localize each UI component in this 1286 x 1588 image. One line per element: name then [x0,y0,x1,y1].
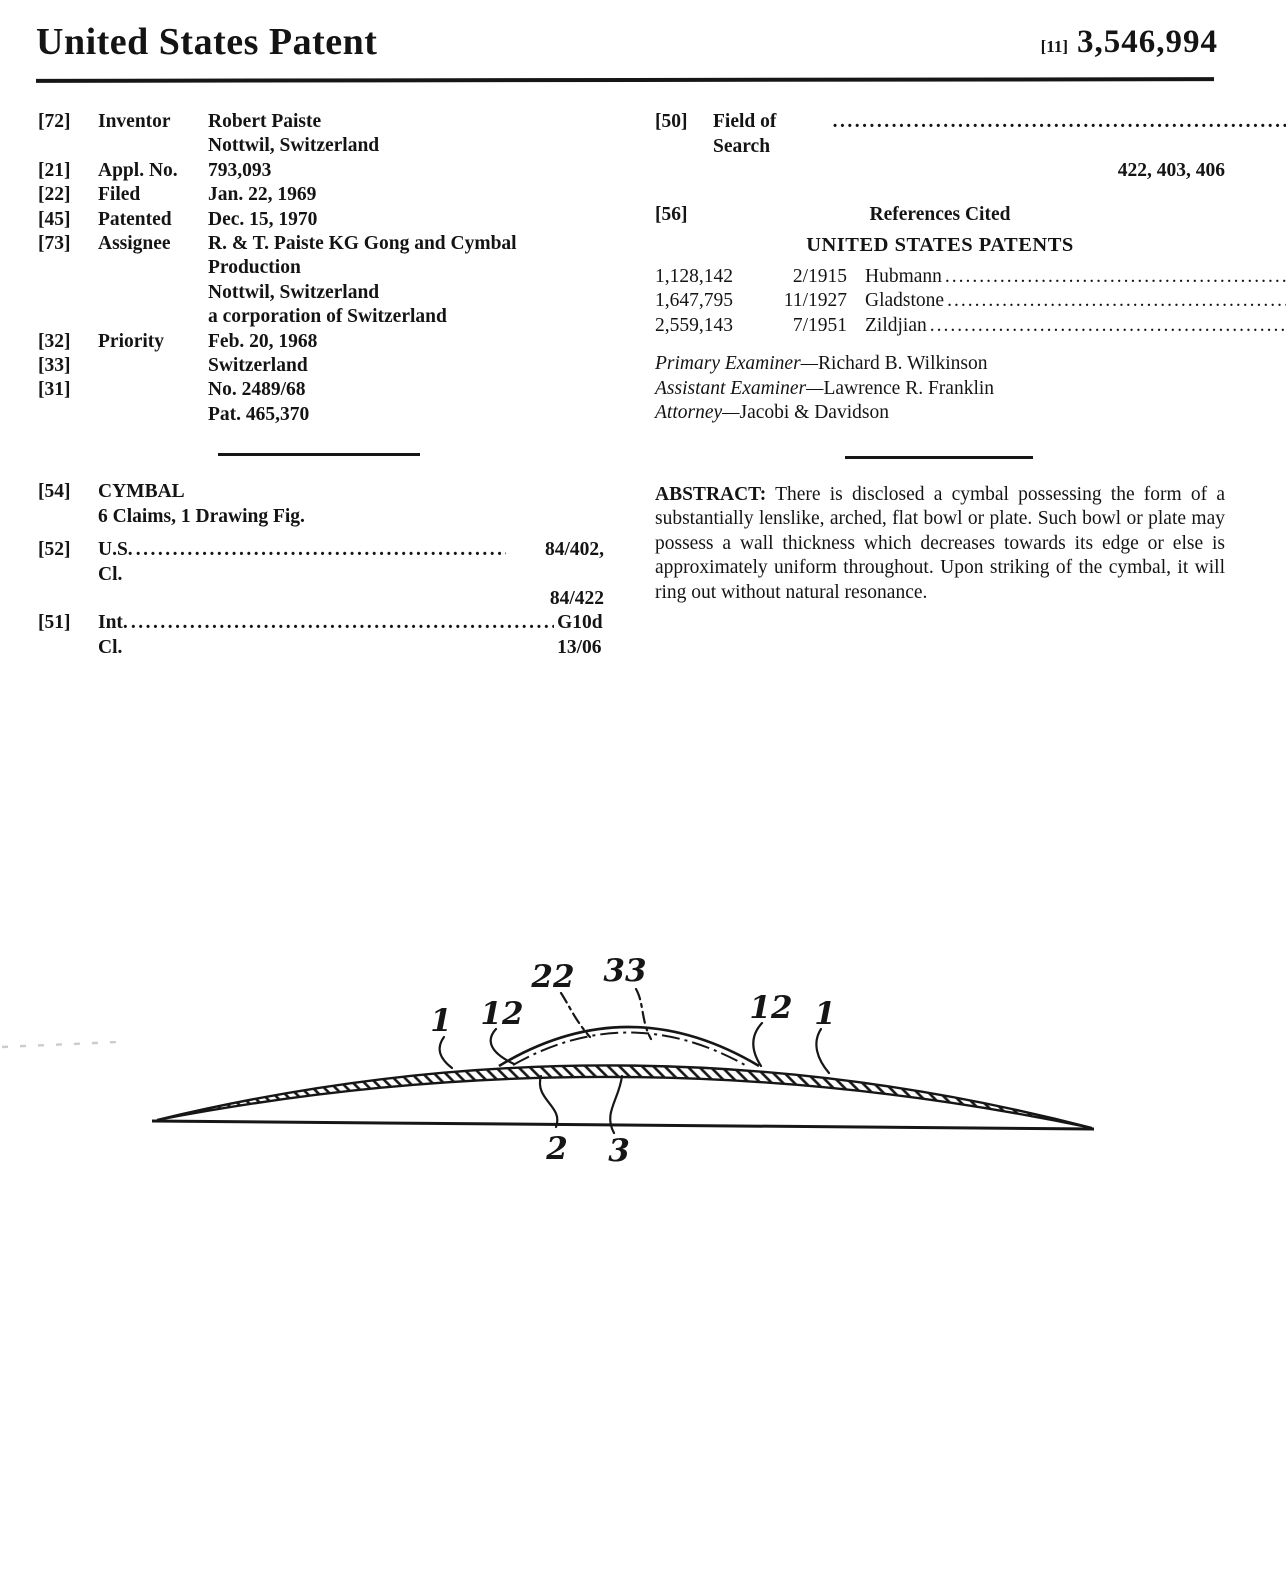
cymbal-cross-section-figure [0,930,1286,1200]
field-code: [52] [38,539,71,561]
us-cl-row-2 [38,587,604,611]
examiners-block [655,352,1225,426]
field-row-assignee [38,232,604,256]
dot-leader [930,314,1286,339]
abstract-text: There is disclosed a cymbal possessing the form of a substantially lenslike, arched, flat bowl or plate. Such bowl or plate may possess a wall thickness which decreases towards its edge or else is approximately uniform throughout. Upon striking of the cymbal, it will ring out without natural resonance. [655,483,1225,603]
attorney-line [655,401,1225,426]
figure-numeral-12-right: 12 [749,990,793,1026]
attorney-name: Jacobi & Davidson [739,402,889,423]
examiner-name: Richard B. Wilkinson [818,353,988,374]
field-of-search-line [713,110,1286,159]
claims-row [38,505,604,529]
field-label: Patented [98,208,172,230]
field-of-search-label: Field of Search [713,111,777,157]
leader-line-1-left [440,1037,452,1068]
patent-number-block [1041,24,1218,61]
us-cl-row [38,538,604,587]
field-label [98,305,208,329]
field-value: Switzerland [208,355,308,377]
field-row-filed [38,183,604,207]
dot-leader [131,611,554,635]
references-cited-header [655,203,1225,228]
field-code [38,134,98,158]
references-cited-title: References Cited [869,203,1011,225]
field-code: [32] [38,330,71,352]
field-label [98,354,208,378]
field-label: Priority [98,330,165,352]
field-label: Filed [98,184,141,206]
field-label [98,403,208,427]
reference-row [655,265,1225,290]
primary-examiner-line [655,352,1225,377]
field-of-search-row [655,110,1225,159]
us-cl-value: 84/402, [544,539,604,561]
right-section-divider [845,456,1033,459]
field-row [38,281,604,305]
figure-numeral-12-left: 12 [480,996,524,1032]
int-cl-line [98,611,604,660]
right-column [655,110,1225,605]
spacer [38,529,604,538]
int-cl-row [38,611,604,660]
field-value: Dec. 15, 1970 [208,208,318,230]
cymbal-dome-inner-arc [513,1033,745,1066]
field-code: [45] [38,208,71,230]
leader-line-12-right [753,1023,762,1066]
examiner-label: Assistant Examiner— [655,377,824,399]
ref-name-cell [847,265,1286,290]
us-cl-label: U.S. Cl. [98,539,133,585]
field-code: [31] [38,379,71,401]
field-code [38,256,98,280]
field-code [38,587,98,611]
field-value: Jan. 22, 1969 [208,184,317,206]
field-value: a corporation of Switzerland [208,306,447,328]
field-row-priority [38,330,604,354]
cymbal-dome-outer-arc [499,1027,759,1066]
attorney-label: Attorney— [655,402,740,423]
figure-numeral-3: 3 [608,1133,630,1169]
field-row-inventor [38,110,604,134]
dot-leader [833,110,1286,135]
figure-numeral-33: 33 [603,953,647,989]
field-code [38,505,98,529]
field-label [98,378,208,402]
scan-artifact-dashes [2,1042,118,1047]
reference-row [655,314,1225,339]
leader-line-33 [636,989,651,1039]
field-code: [72] [38,111,71,132]
dot-leader [136,538,506,562]
field-label [98,134,208,158]
title-row [38,480,604,504]
patent-number-code: [11] [1040,37,1068,56]
field-code: [51] [38,612,71,634]
field-row [38,378,604,402]
field-value: Production [208,257,301,279]
int-cl-label: Int. Cl. [98,612,128,658]
field-row [38,134,604,158]
left-section-divider [218,453,420,456]
references-table [655,265,1225,339]
figure-numeral-22: 22 [531,959,575,995]
examiner-name: Lawrence R. Franklin [823,377,995,399]
field-value: Nottwil, Switzerland [208,135,380,157]
field-label [98,281,208,305]
ref-name: Zildjian [865,314,927,336]
field-code: [73] [38,233,71,255]
field-code [38,403,98,427]
field-value: Pat. 465,370 [208,403,310,425]
page-title: United States Patent [36,21,378,63]
field-code: [50] [655,111,688,132]
field-label: Assignee [98,233,171,255]
cymbal-plate-section [157,1065,1092,1128]
field-row [38,256,604,280]
figure-numeral-2: 2 [546,1131,568,1167]
abstract-label: ABSTRACT: [655,483,767,505]
invention-title: CYMBAL [98,481,185,503]
claims-line: 6 Claims, 1 Drawing Fig. [98,505,305,527]
header-divider [36,77,1214,83]
ref-date: 11/1927 [783,290,847,311]
field-row-appl-no [38,159,604,183]
abstract-block [655,483,1225,606]
field-code: [33] [38,355,71,377]
ref-date: 7/1951 [792,314,847,336]
field-row [38,403,604,427]
field-value: Nottwil, Switzerland [208,281,380,303]
field-code [38,281,98,305]
assistant-examiner-line [655,377,1225,402]
ref-name-cell [847,314,1286,339]
leader-line-1-right [816,1029,829,1073]
ref-name: Gladstone [865,290,945,311]
ref-number: 2,559,143 [655,314,733,336]
field-of-search-value-2: 422, 403, 406 [1117,160,1225,181]
figure-numeral-1-right: 1 [814,996,836,1032]
us-cl-line [98,538,604,587]
field-value: Robert Paiste [208,111,322,132]
field-label [98,256,208,280]
dot-leader [947,289,1286,314]
field-row [38,305,604,329]
field-label: Appl. No. [98,159,178,181]
ref-name: Hubmann [865,265,942,287]
dot-leader [945,265,1286,290]
field-value: R. & T. Paiste KG Gong and Cymbal [208,233,517,255]
left-column [38,110,604,660]
int-cl-value: G10d 13/06 [557,612,603,658]
field-value: 793,093 [208,159,272,181]
field-code [38,305,98,329]
patent-number: 3,546,994 [1077,24,1218,60]
field-code: [22] [38,184,71,206]
field-row [38,354,604,378]
field-row-patented [38,208,604,232]
field-of-search-row-2 [655,159,1225,184]
field-code: [54] [38,481,71,503]
leader-line-2 [540,1076,557,1127]
field-code: [56] [655,203,688,225]
ref-number: 1,128,142 [655,265,733,287]
ref-number: 1,647,795 [655,290,733,311]
cymbal-baseline [152,1121,1094,1129]
figure-numeral-1-left: 1 [430,1003,452,1039]
ref-date: 2/1915 [792,265,847,287]
field-code: [21] [38,159,71,181]
us-patents-subtitle: UNITED STATES PATENTS [806,234,1074,256]
us-cl-value-2: 84/422 [549,587,604,609]
field-value: Feb. 20, 1968 [208,330,318,352]
ref-name-cell [847,289,1286,314]
field-label: Inventor [98,111,171,132]
examiner-label: Primary Examiner— [655,353,819,374]
field-code [655,159,713,184]
reference-row [655,289,1225,314]
field-value: No. 2489/68 [208,379,306,401]
